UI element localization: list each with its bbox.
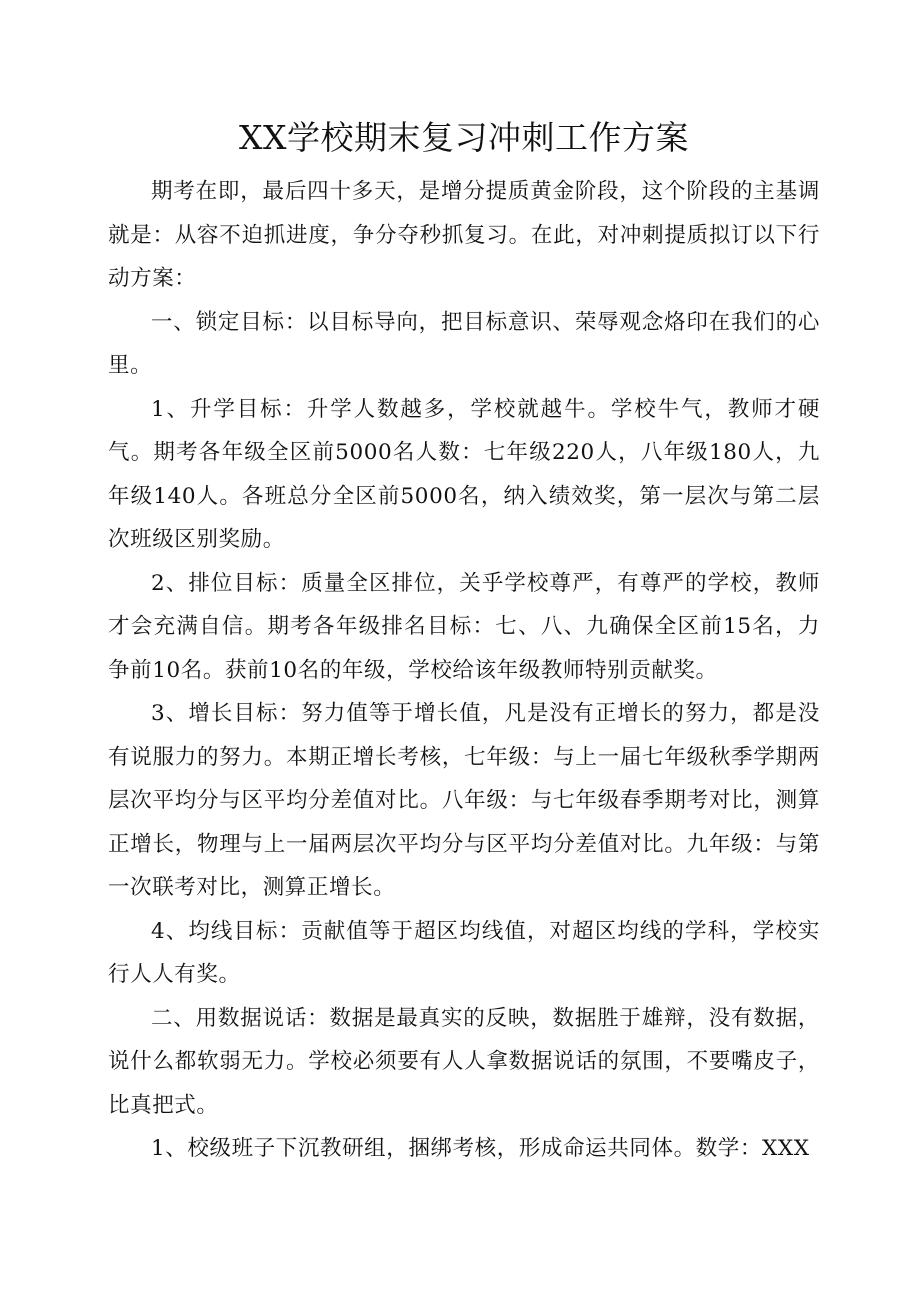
- paragraph-section-2-heading: 二、用数据说话：数据是最真实的反映，数据胜于雄辩，没有数据，说什么都软弱无力。学校必须要有人人拿数据说话的氛围，不要嘴皮子，比真把式。: [108, 1005, 820, 1118]
- paragraph-enrollment-target: 1、升学目标：升学人数越多，学校就越牛。学校牛气，教师才硬气。期考各年级全区前5000名人数：七年级220人，八年级180人，九年级140人。各班总分全区前5000名，纳入绩效奖，第一层次与第二层次班级区别奖励。: [108, 396, 820, 552]
- paragraph-average-line-target: 4、均线目标：贡献值等于超区均线值，对超区均线的学科，学校实行人人有奖。: [108, 918, 820, 987]
- paragraph-leadership-binding: 1、校级班子下沉教研组，捆绑考核，形成命运共同体。数学：XXX: [151, 1136, 810, 1161]
- paragraph-intro: 期考在即，最后四十多天，是增分提质黄金阶段，这个阶段的主基调就是：从容不迫抓进度，争分夺秒抓复习。在此，对冲刺提质拟订以下行动方案：: [108, 179, 820, 291]
- paragraph-ranking-target: 2、排位目标：质量全区排位，关乎学校尊严，有尊严的学校，教师才会充满自信。期考各年级排名目标：七、八、九确保全区前15名，力争前10名。获前10名的年级，学校给该年级教师特别贡献奖。: [108, 570, 820, 683]
- paragraph-section-1-heading: 一、锁定目标：以目标导向，把目标意识、荣辱观念烙印在我们的心里。: [108, 309, 820, 378]
- document-title: XX学校期末复习冲刺工作方案: [239, 118, 689, 157]
- document-page: [108, 112, 820, 1171]
- paragraph-growth-target: 3、增长目标：努力值等于增长值，凡是没有正增长的努力，都是没有说服力的努力。本期正增长考核，七年级：与上一届七年级秋季学期两层次平均分与区平均分差值对比。八年级：与七年级春季期考对比，测算正增长，物理与上一届两层次平均分与区平均分差值对比。九年级：与第一次联考对比，测算正增长。: [108, 701, 820, 900]
